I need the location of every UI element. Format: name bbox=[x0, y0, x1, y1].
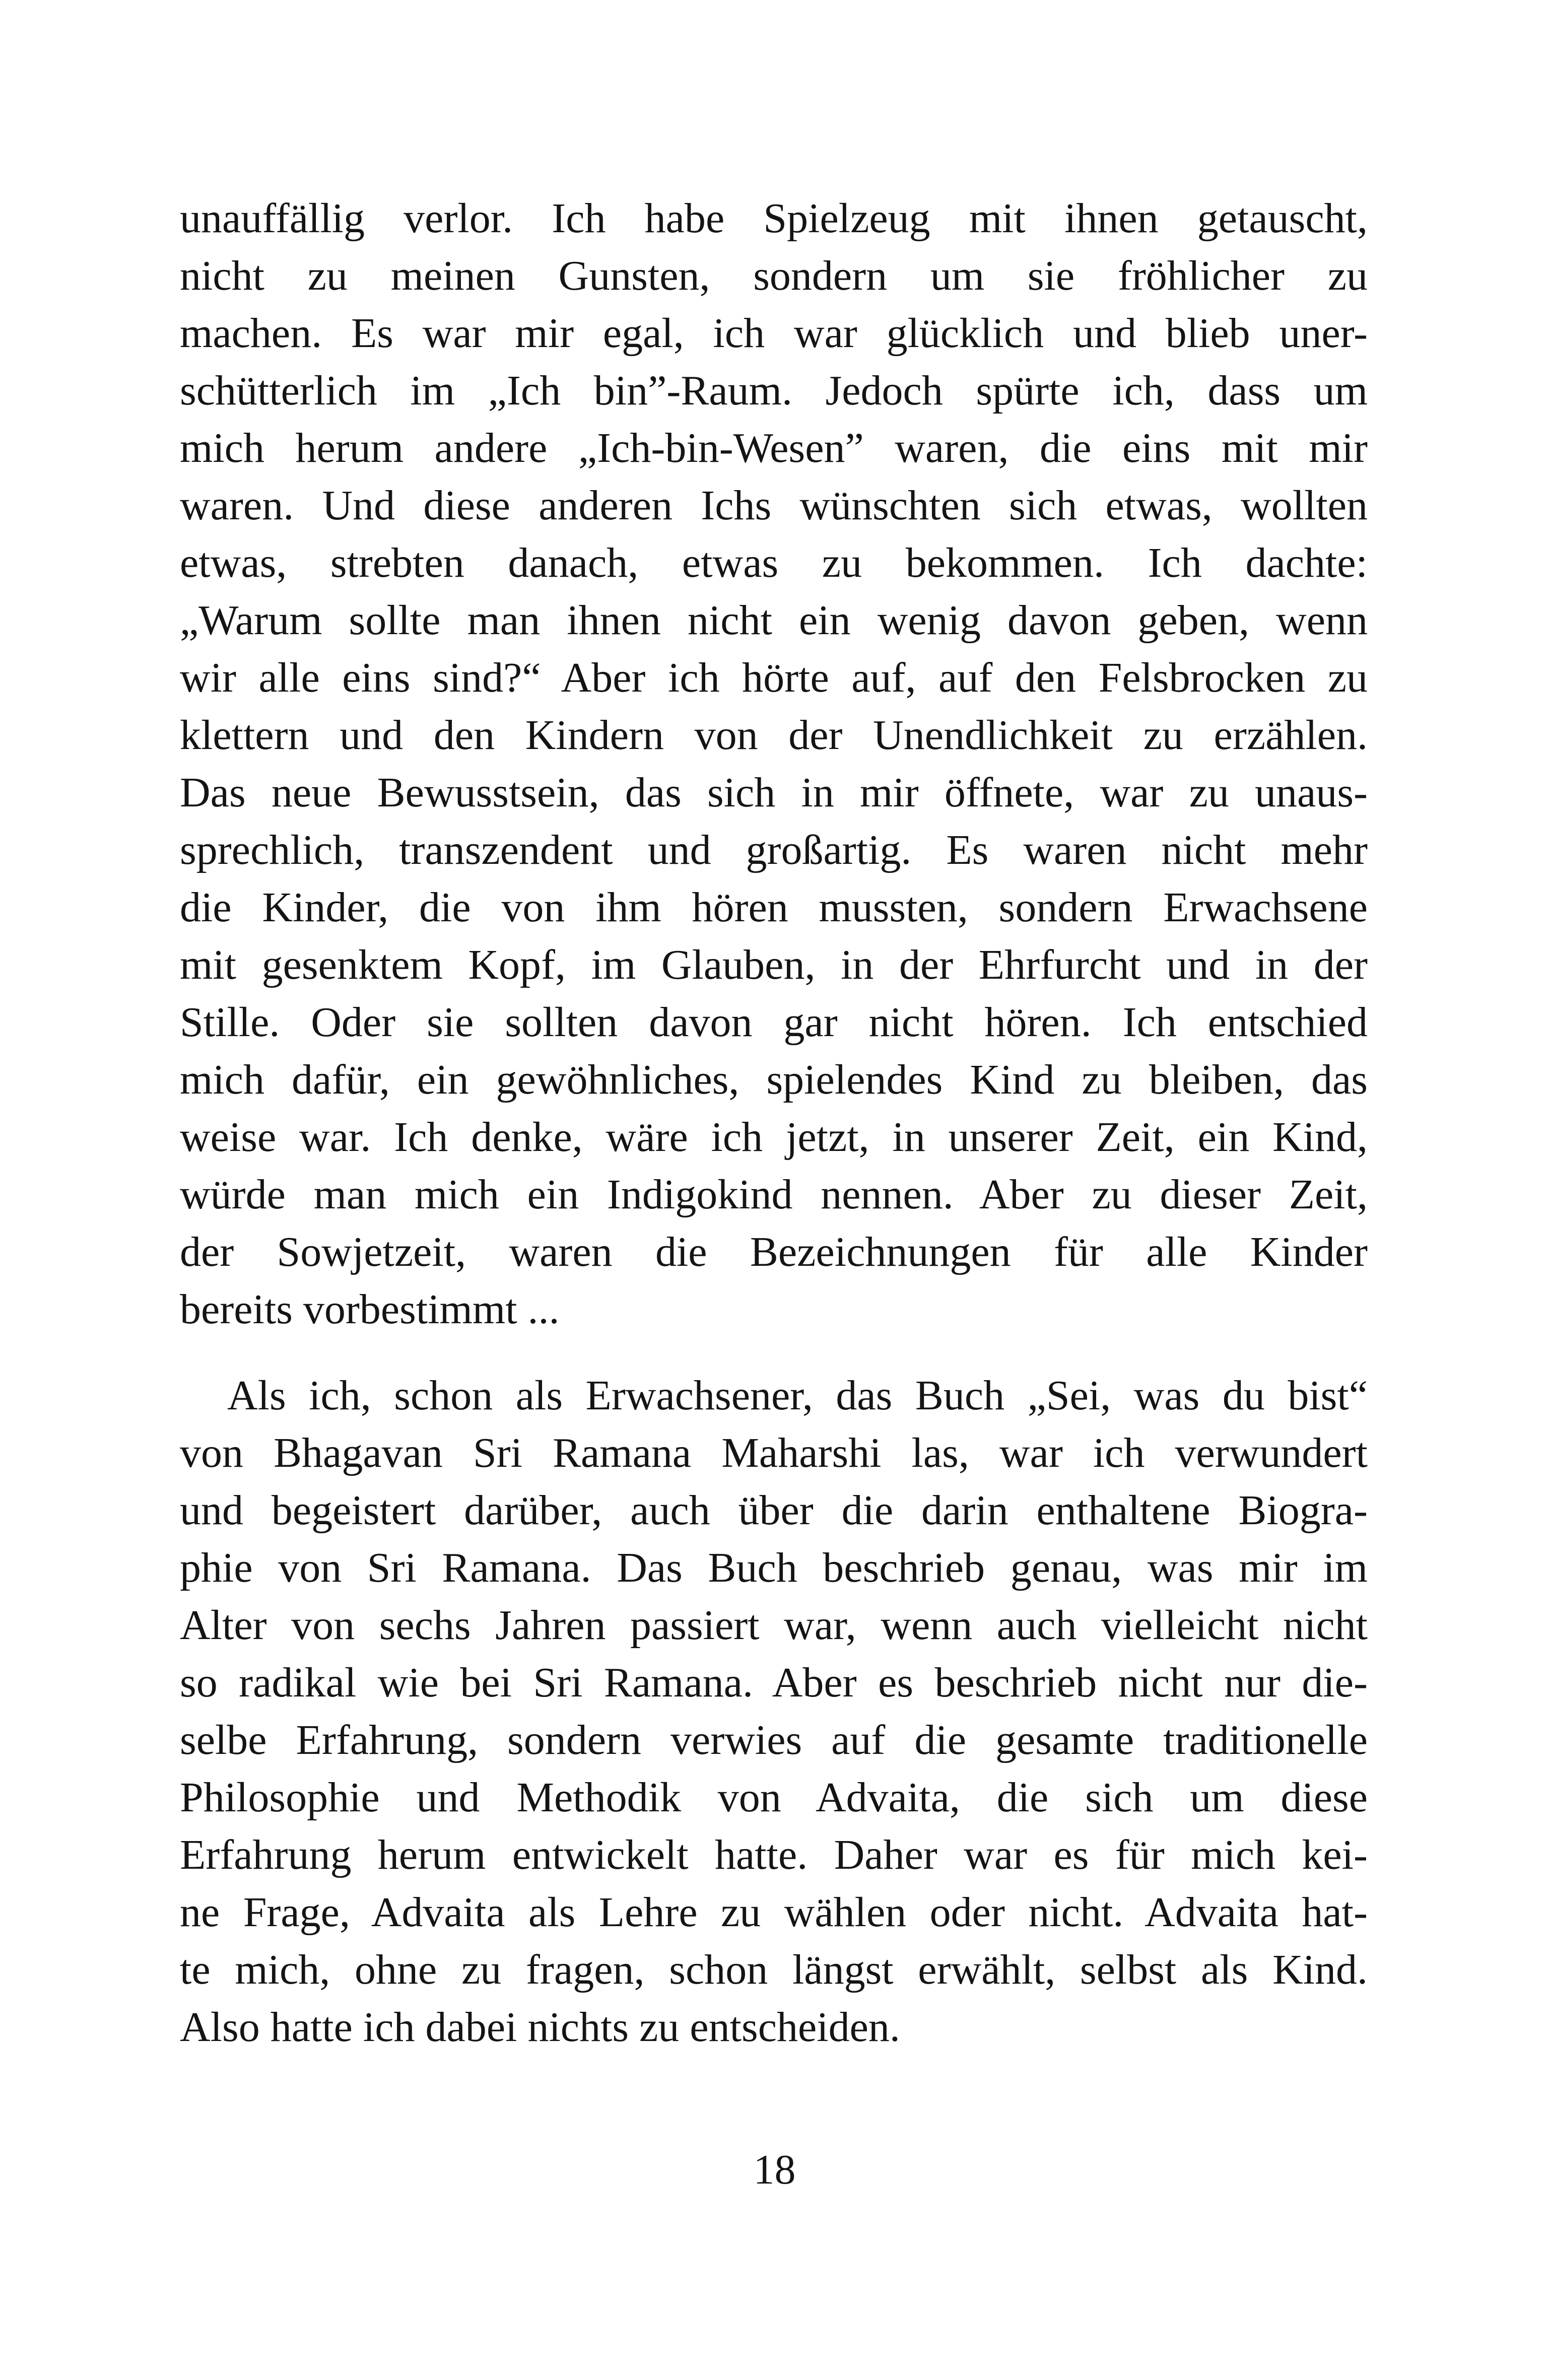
text-line: klettern und den Kindern von der Unendlichkeit zu erzählen. bbox=[180, 712, 1368, 759]
paragraph bbox=[180, 1367, 1368, 2056]
text-line: Also hatte ich dabei nichts zu entscheiden. bbox=[180, 2004, 900, 2051]
text-line: „Warum sollte man ihnen nicht ein wenig davon geben, wenn bbox=[180, 597, 1368, 644]
text-line: bereits vorbestimmt ... bbox=[180, 1286, 560, 1333]
text-line: mich dafür, ein gewöhnliches, spielendes Kind zu bleiben, das bbox=[180, 1056, 1368, 1103]
paragraph-gap bbox=[180, 1338, 1368, 1367]
text-line: Alter von sechs Jahren passiert war, wenn auch vielleicht nicht bbox=[180, 1602, 1368, 1649]
text-line: mich herum andere „Ich-bin-Wesen” waren, die eins mit mir bbox=[180, 425, 1368, 471]
text-line: ne Frage, Advaita als Lehre zu wählen oder nicht. Advaita hat- bbox=[180, 1889, 1368, 1936]
text-line: schütterlich im „Ich bin”-Raum. Jedoch spürte ich, dass um bbox=[180, 367, 1368, 414]
text-line: Philosophie und Methodik von Advaita, die sich um diese bbox=[180, 1774, 1368, 1821]
text-line: wir alle eins sind?“ Aber ich hörte auf, auf den Felsbrocken zu bbox=[180, 654, 1368, 701]
text-line: so radikal wie bei Sri Ramana. Aber es beschrieb nicht nur die- bbox=[180, 1659, 1368, 1706]
text-line: phie von Sri Ramana. Das Buch beschrieb genau, was mir im bbox=[180, 1544, 1368, 1591]
text-line: sprechlich, transzendent und großartig. Es waren nicht mehr bbox=[180, 827, 1368, 873]
text-line: te mich, ohne zu fragen, schon längst erwählt, selbst als Kind. bbox=[180, 1946, 1368, 1993]
text-line: etwas, strebten danach, etwas zu bekommen. Ich dachte: bbox=[180, 539, 1368, 586]
text-line: mit gesenktem Kopf, im Glauben, in der Ehrfurcht und in der bbox=[180, 941, 1368, 988]
text-line: nicht zu meinen Gunsten, sondern um sie fröhlicher zu bbox=[180, 252, 1368, 299]
paragraph bbox=[180, 190, 1368, 1338]
text-line: von Bhagavan Sri Ramana Maharshi las, war ich verwundert bbox=[180, 1430, 1368, 1476]
text-line: unauffällig verlor. Ich habe Spielzeug mit ihnen getauscht, bbox=[180, 195, 1368, 242]
text-line: Erfahrung herum entwickelt hatte. Daher war es für mich kei- bbox=[180, 1831, 1368, 1878]
text-line: Das neue Bewusstsein, das sich in mir öffnete, war zu unaus- bbox=[180, 769, 1368, 816]
text-line: der Sowjetzeit, waren die Bezeichnungen für alle Kinder bbox=[180, 1229, 1368, 1275]
text-line: die Kinder, die von ihm hören mussten, sondern Erwachsene bbox=[180, 884, 1368, 931]
text-line: würde man mich ein Indigokind nennen. Aber zu dieser Zeit, bbox=[180, 1171, 1368, 1218]
text-line: Als ich, schon als Erwachsener, das Buch „Sei, was du bist“ bbox=[227, 1372, 1368, 1419]
text-line: selbe Erfahrung, sondern verwies auf die gesamte traditionelle bbox=[180, 1717, 1368, 1763]
text-line: und begeistert darüber, auch über die darin enthaltene Biogra- bbox=[180, 1487, 1368, 1534]
text-line: waren. Und diese anderen Ichs wünschten sich etwas, wollten bbox=[180, 482, 1368, 529]
page-number: 18 bbox=[753, 2146, 796, 2193]
text-line: Stille. Oder sie sollten davon gar nicht hören. Ich entschied bbox=[180, 999, 1368, 1046]
text-line: machen. Es war mir egal, ich war glücklich und blieb uner- bbox=[180, 310, 1368, 357]
body-text bbox=[180, 190, 1368, 2056]
text-line: weise war. Ich denke, wäre ich jetzt, in unserer Zeit, ein Kind, bbox=[180, 1114, 1368, 1161]
